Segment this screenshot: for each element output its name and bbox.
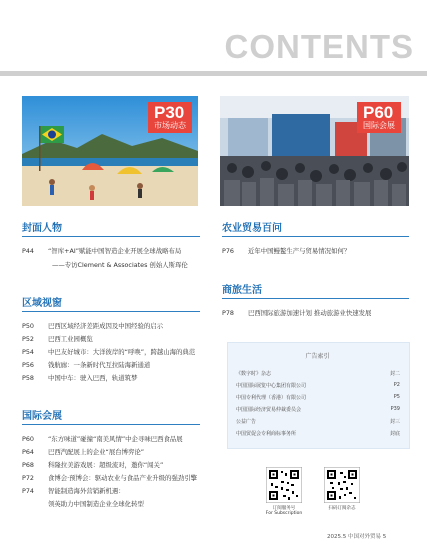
toc-item[interactable]: P78 巴西国际旅游加速计划 推动旅游业快速发展 [222, 309, 372, 317]
toc-item[interactable]: P76 近年中国鳗鳘生产与贸易情况如何？ [222, 247, 351, 255]
market-trends-tag: P30 市场动态 [148, 102, 192, 133]
section-divider [22, 424, 200, 425]
toc-item[interactable]: P60 “东方味道”碰撞“南美风情”中企寻味巴西食品展 [22, 435, 183, 443]
toc-item[interactable]: P52 巴西工业园概览 [22, 335, 93, 343]
section-cover-heading: 封面人物 [22, 223, 62, 234]
magazine-qr-code[interactable] [324, 467, 360, 507]
section-divider [22, 311, 200, 312]
section-expo-heading: 国际会展 [22, 411, 62, 422]
market-trends-card[interactable] [22, 96, 198, 206]
section-tourism-heading: 商旅生活 [222, 285, 262, 296]
qr-label: 扫码订阅杂志 [328, 506, 356, 511]
ad-row: 中国专利代理（香港）有限公司 P5 [236, 394, 400, 401]
qr-code-icon [324, 467, 360, 503]
section-regional-heading: 区域视窗 [22, 298, 62, 309]
section-divider [22, 236, 200, 237]
section-divider [222, 298, 409, 299]
toc-item[interactable]: P50 巴西区域经济差距成因及中国经验的启示 [22, 322, 164, 330]
exhibition-tag: P60 国际会展 [357, 102, 401, 133]
toc-item-subtitle[interactable]: ——专访Clement & Associates 创始人斯珲伦 [52, 261, 188, 269]
section-divider [222, 236, 409, 237]
toc-item[interactable]: P54 中巴友好城市：大洋彼岸的“呼唤”，跨越山海的典范 [22, 348, 196, 356]
page-title: CONTENTS [224, 28, 414, 65]
ad-row: 《数字时》杂志 封二 [236, 371, 400, 377]
qr-code-icon [266, 467, 302, 503]
section-agri-heading: 农业贸易百问 [222, 223, 282, 234]
toc-item[interactable]: P64 巴西汽配展上的企业“展台博弈论” [22, 448, 145, 456]
toc-item[interactable]: P72 食博会·预博会：驱动农业与食品产业升级的强劲引擎 [22, 474, 198, 482]
ad-row: 中国国际展览中心集团有限公司 P2 [236, 382, 400, 389]
toc-item[interactable]: P44 “智库+AI”赋能中国智造企业开展全球战略布局 [22, 247, 182, 255]
ad-row: 中国国际经济贸易仲裁委员会 P39 [236, 406, 400, 413]
toc-item[interactable]: P74 智能制造海外营销新机遇： [22, 487, 125, 495]
qr-label: 订阅服务号 For Subscription [265, 506, 303, 516]
toc-item-subtitle[interactable]: 领英助力中国制造企业全球化转型 [48, 500, 144, 508]
title-rule [0, 71, 427, 76]
exhibition-card[interactable] [220, 96, 409, 206]
ad-row: 中国贸促会专利商标事务所 封底 [236, 431, 400, 437]
ad-index-title: 广告索引 [305, 353, 330, 360]
toc-item[interactable]: P56 钱航廊：一条新时代互拉陆海新通道 [22, 361, 151, 369]
ad-row: 公益广告 封三 [236, 419, 400, 425]
toc-item[interactable]: P58 中国中车：驶入巴西，轨道筑梦 [22, 374, 138, 382]
toc-item[interactable]: P68 科隆拉美游戏展：超级流对，邀你“闯关” [22, 461, 164, 469]
page-footer: 2025.5 中国对外贸易 5 [327, 534, 387, 540]
subscription-qr-code[interactable] [266, 467, 302, 507]
